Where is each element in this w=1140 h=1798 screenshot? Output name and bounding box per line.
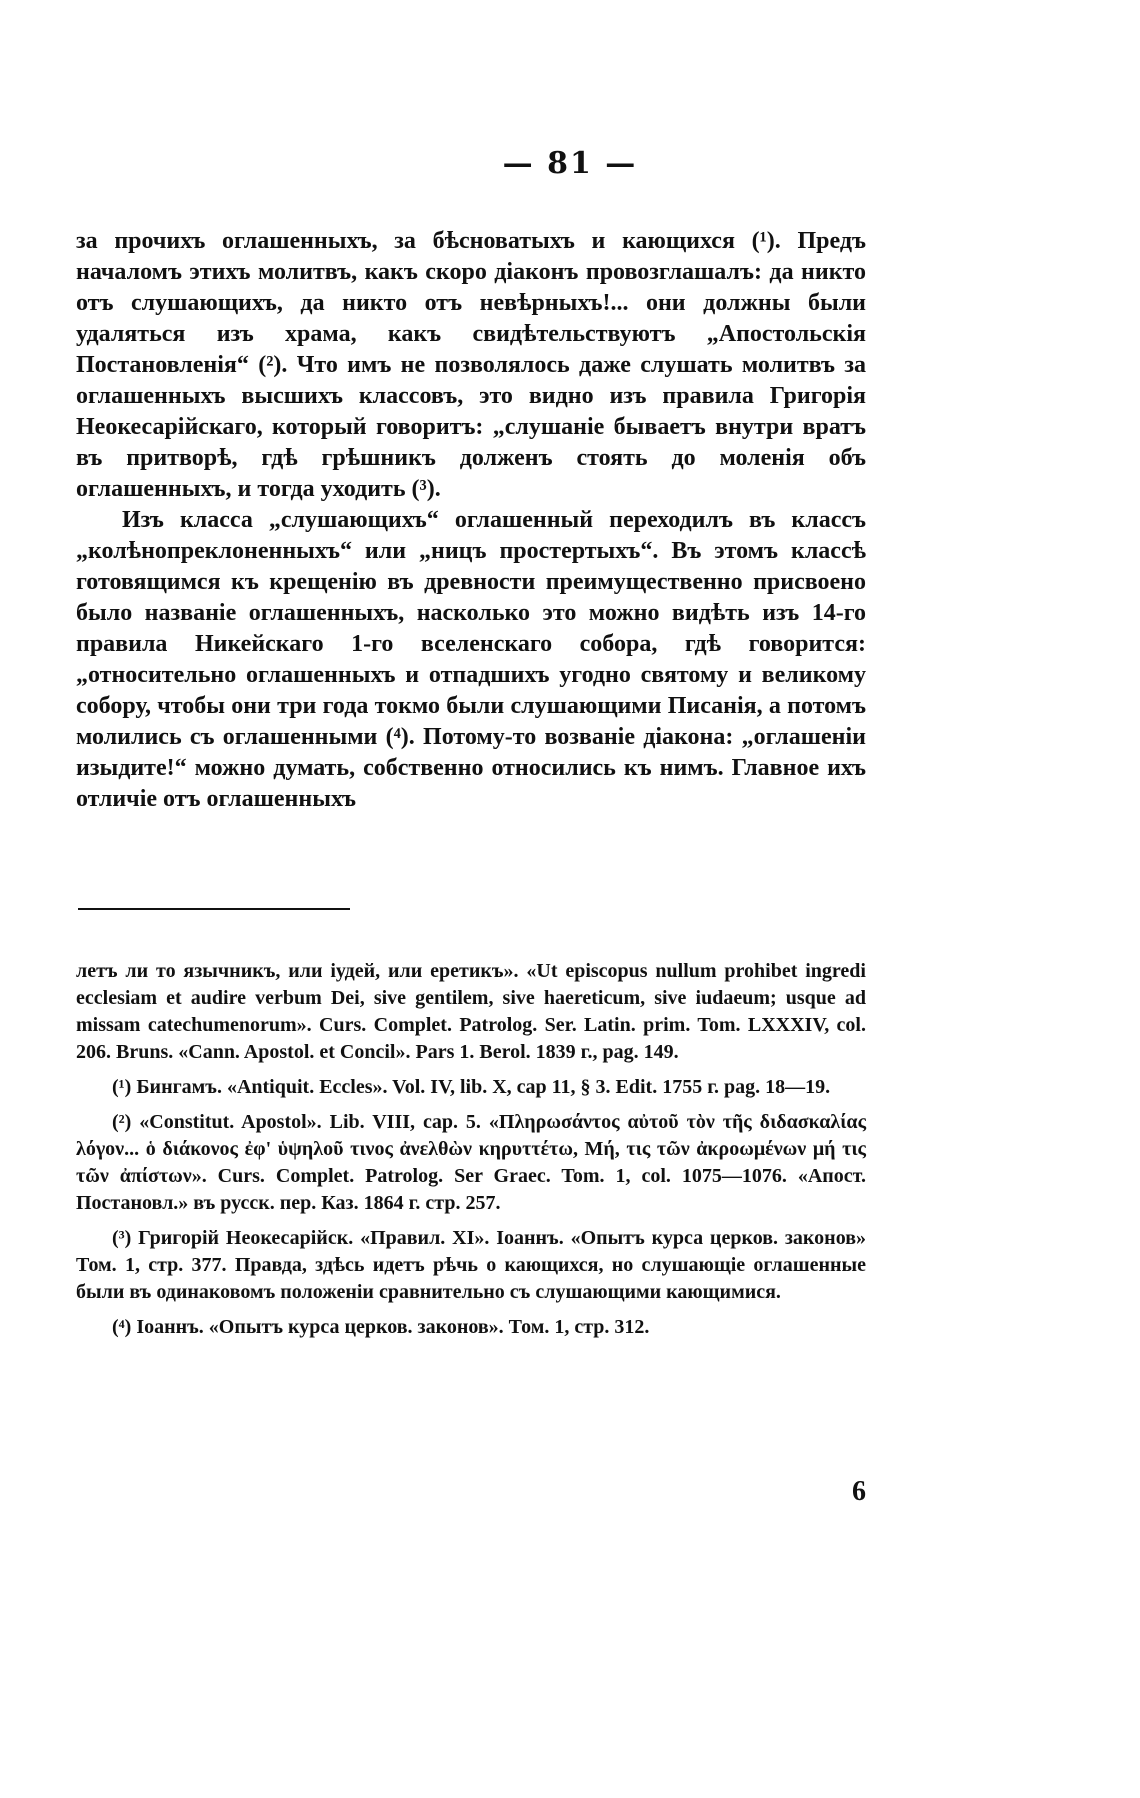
main-paragraph-2: Изъ класса „слушающихъ“ оглашенный переходилъ въ классъ „колѣнопреклоненныхъ“ или „ницъ простертыхъ“. Въ этомъ классѣ готовящимся къ крещенію въ древности преимущественно присвоено было названіе оглашенныхъ, насколько это можно видѣть изъ 14-го правила Никейскаго 1-го вселенскаго собора, гдѣ говорится: „относительно оглашенныхъ и отпадшихъ угодно святому и великому собору, чтобы они три года токмо были слушающими Писанія, а потомъ молились съ оглашенными (⁴). Потому-то возваніе діакона: „оглашеніи изыдите!“ можно думать, собственно относились къ нимъ. Главное ихъ отличіе отъ оглашенныхъ [76, 507, 866, 812]
signature-mark: 6 [852, 1476, 866, 1507]
footnote-continuation: летъ ли то язычникъ, или іудей, или еретикъ». «Ut episcopus nullum prohibet ingredi ecclesiam et audire verbum Dei, sive gentilem, sive haereticum, sive iudaeum; usque ad missam catechumenorum». Curs. Complet. Patrolog. Ser. Latin. prim. Tom. LXXXIV, col. 206. Bruns. «Cann. Apostol. et Concil». Pars 1. Berol. 1839 г., pag. 149. [76, 960, 866, 1063]
footnotes [76, 958, 866, 1349]
footnote-3: (³) Григорій Неокесарійск. «Правил. XI». Іоаннъ. «Опытъ курса церков. законов» Том. 1, стр. 377. Правда, здѣсь идетъ рѣчь о кающихся, но слушающіе оглашенные были въ одинаковомъ положеніи сравнительно съ слушающими кающимися. [76, 1227, 866, 1303]
footnote-2: (²) «Constitut. Apostol». Lib. VIII, cap. 5. «Πληρωσάντος αὐτοῦ τὸν τῆς διδασκαλίας λόγον... ὁ διάκονος ἐφ' ὑψηλοῦ τινος ἀνελθὼν κηρυττέτω, Μή, τις τῶν ἀκροωμένων μή τις τῶν ἀπίστων». Curs. Complet. Patrolog. Ser Graec. Tom. 1, col. 1075—1076. «Апост. Постановл.» въ русск. пер. Каз. 1864 г. стр. 257. [76, 1111, 866, 1214]
footnote-divider [78, 908, 350, 910]
footnote-4: (⁴) Іоаннъ. «Опытъ курса церков. законов». Том. 1, стр. 312. [112, 1316, 650, 1338]
main-text [76, 226, 866, 815]
page-number: — 81 — [502, 146, 638, 181]
main-paragraph-1: за прочихъ оглашенныхъ, за бѣсноватыхъ и кающихся (¹). Предъ началомъ этихъ молитвъ, какъ скоро діаконъ провозглашалъ: да никто отъ слушающихъ, да никто отъ невѣрныхъ!... они должны были удаляться изъ храма, какъ свидѣтельствуютъ „Апостольскія Постановленія“ (²). Что имъ не позволялось даже слушать молитвъ за оглашенныхъ высшихъ классовъ, это видно изъ правила Григорія Неокесарійскаго, который говоритъ: „слушаніе бываетъ внутри вратъ въ притворѣ, гдѣ грѣшникъ долженъ стоять до моленія объ оглашенныхъ, и тогда уходить (³). [76, 228, 866, 502]
footnote-1: (¹) Бингамъ. «Antiquit. Eccles». Vol. IV, lib. X, cap 11, § 3. Edit. 1755 г. pag. 18—19. [112, 1076, 831, 1098]
